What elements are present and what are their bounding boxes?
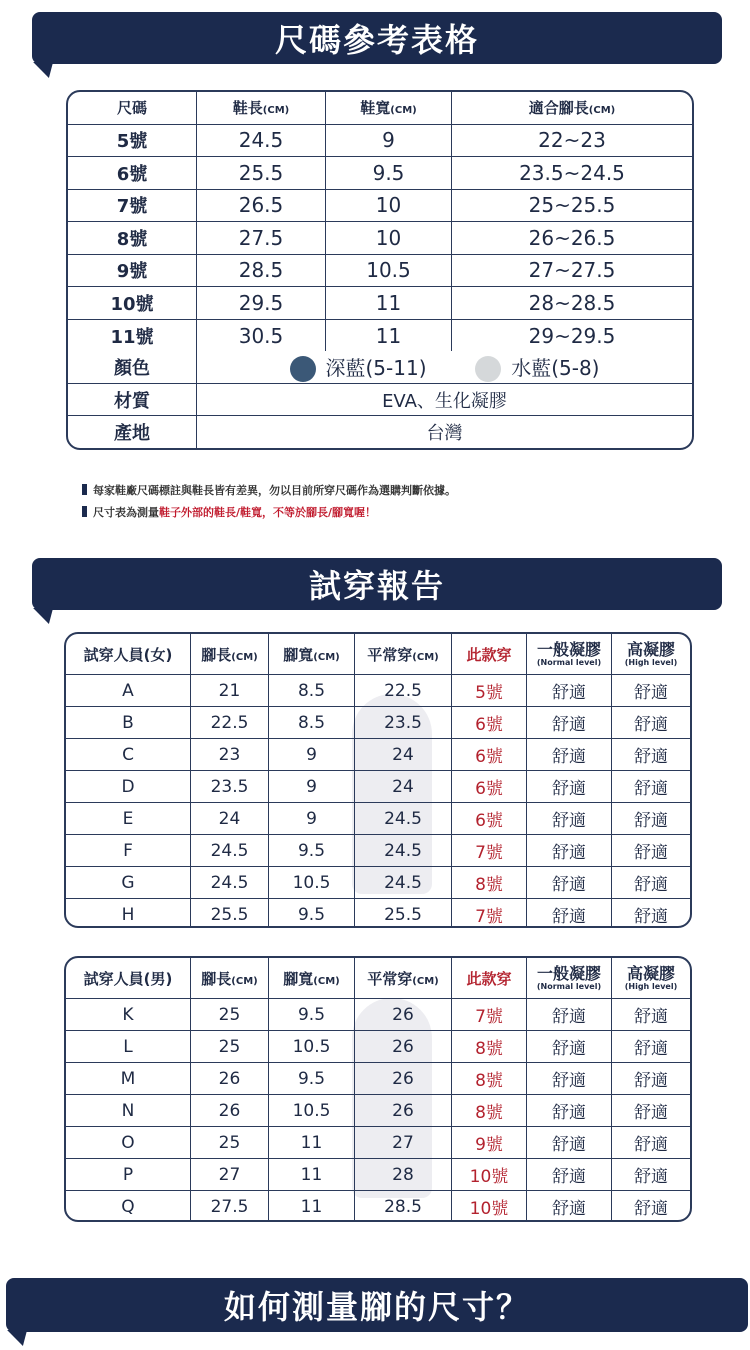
table-cell: 舒適 — [527, 835, 612, 867]
table-cell: 10號 — [452, 1191, 527, 1223]
table-cell: 26~26.5 — [452, 222, 693, 255]
header-female-tester: 試穿人員(女) — [66, 634, 191, 675]
tester-row — [66, 1127, 690, 1159]
tester-row — [66, 803, 690, 835]
header-male-tester: 試穿人員(男) — [66, 958, 191, 999]
table-cell: 24.5 — [197, 124, 326, 157]
table-cell: 舒適 — [612, 1063, 691, 1095]
header-this-style: 此款穿 — [452, 958, 527, 999]
table-cell: 9號 — [68, 254, 197, 287]
size-chart-banner — [32, 12, 722, 64]
table-cell: 舒適 — [612, 835, 691, 867]
header-foot-length: 腳長(CM) — [191, 958, 269, 999]
tester-row — [66, 1063, 690, 1095]
table-cell: 9.5 — [269, 999, 355, 1031]
table-cell: 25 — [191, 1031, 269, 1063]
table-cell: A — [66, 675, 191, 707]
table-cell: 7號 — [452, 835, 527, 867]
table-cell: 舒適 — [612, 867, 691, 899]
table-cell: 舒適 — [612, 739, 691, 771]
table-cell: 23 — [191, 739, 269, 771]
table-cell: 5號 — [452, 675, 527, 707]
table-cell: 舒適 — [527, 999, 612, 1031]
material-label: 材質 — [68, 383, 197, 416]
table-cell: 24.5 — [355, 835, 452, 867]
table-cell: 舒適 — [612, 1127, 691, 1159]
table-cell: 29.5 — [197, 287, 326, 320]
table-cell: 9.5 — [269, 1063, 355, 1095]
table-cell: 25.5 — [197, 157, 326, 190]
header-usual-size: 平常穿(CM) — [355, 634, 452, 675]
size-chart-table — [66, 90, 694, 450]
table-cell: 舒適 — [527, 1191, 612, 1223]
table-cell: 26 — [355, 999, 452, 1031]
tester-row — [66, 1159, 690, 1191]
table-cell: 舒適 — [527, 867, 612, 899]
table-cell: 舒適 — [612, 999, 691, 1031]
table-cell: 舒適 — [527, 1127, 612, 1159]
size-row — [68, 157, 692, 190]
tester-row — [66, 1095, 690, 1127]
table-cell: 8號 — [452, 1063, 527, 1095]
table-cell: 7號 — [68, 189, 197, 222]
trial-title: 試穿報告 — [308, 567, 445, 605]
table-cell: B — [66, 707, 191, 739]
table-cell: 24 — [191, 803, 269, 835]
table-cell: K — [66, 999, 191, 1031]
table-cell: H — [66, 899, 191, 929]
notes — [82, 480, 456, 524]
table-cell: 舒適 — [612, 707, 691, 739]
table-cell: 舒適 — [527, 739, 612, 771]
header-foot-width: 腳寬(CM) — [269, 634, 355, 675]
table-cell: 舒適 — [527, 1063, 612, 1095]
table-cell: P — [66, 1159, 191, 1191]
table-cell: 9.5 — [269, 835, 355, 867]
color-options — [197, 351, 693, 383]
table-cell: 10.5 — [269, 1095, 355, 1127]
table-cell: 24.5 — [355, 803, 452, 835]
table-cell: 10號 — [68, 287, 197, 320]
table-cell: 9.5 — [326, 157, 452, 190]
color-navy: 深藍(5-11) — [325, 355, 427, 380]
table-cell: 8號 — [452, 867, 527, 899]
table-cell: 7號 — [452, 999, 527, 1031]
table-cell: 舒適 — [612, 899, 691, 929]
navy-swatch — [290, 356, 316, 382]
table-cell: 舒適 — [612, 1191, 691, 1223]
table-cell: 25 — [191, 999, 269, 1031]
table-cell: 10 — [326, 189, 452, 222]
trial-table-female — [64, 632, 692, 928]
table-cell: 8.5 — [269, 675, 355, 707]
table-cell: 8號 — [452, 1031, 527, 1063]
tester-row — [66, 899, 690, 929]
table-cell: 30.5 — [197, 319, 326, 351]
trial-banner — [32, 558, 722, 610]
table-cell: 26 — [191, 1095, 269, 1127]
table-cell: 9 — [269, 771, 355, 803]
header-high-gel: 高凝膠 (High level) — [612, 634, 691, 675]
table-cell: 舒適 — [612, 675, 691, 707]
table-cell: 29~29.5 — [452, 319, 693, 351]
table-cell: O — [66, 1127, 191, 1159]
table-cell: F — [66, 835, 191, 867]
size-row — [68, 287, 692, 320]
color-label: 顏色 — [68, 351, 197, 383]
table-cell: D — [66, 771, 191, 803]
table-cell: 舒適 — [527, 803, 612, 835]
table-cell: 舒適 — [527, 1159, 612, 1191]
table-cell: 7號 — [452, 899, 527, 929]
table-cell: 9號 — [452, 1127, 527, 1159]
header-usual-size: 平常穿(CM) — [355, 958, 452, 999]
header-foot-length: 適合腳長(CM) — [452, 92, 693, 124]
table-cell: 27~27.5 — [452, 254, 693, 287]
tester-row — [66, 835, 690, 867]
table-cell: 10.5 — [269, 867, 355, 899]
table-cell: 27 — [191, 1159, 269, 1191]
table-cell: 26 — [355, 1095, 452, 1127]
table-cell: 5號 — [68, 124, 197, 157]
table-cell: 22.5 — [355, 675, 452, 707]
table-cell: 28 — [355, 1159, 452, 1191]
table-cell: 舒適 — [612, 1159, 691, 1191]
size-row — [68, 189, 692, 222]
table-cell: 27.5 — [197, 222, 326, 255]
header-foot-length: 腳長(CM) — [191, 634, 269, 675]
table-cell: 9 — [326, 124, 452, 157]
table-cell: 10號 — [452, 1159, 527, 1191]
header-size: 尺碼 — [68, 92, 197, 124]
table-cell: 舒適 — [527, 675, 612, 707]
table-cell: 25~25.5 — [452, 189, 693, 222]
table-cell: L — [66, 1031, 191, 1063]
header-high-gel: 高凝膠 (High level) — [612, 958, 691, 999]
size-chart-title: 尺碼參考表格 — [274, 21, 479, 59]
table-cell: 8號 — [452, 1095, 527, 1127]
table-cell: E — [66, 803, 191, 835]
table-cell: 11號 — [68, 319, 197, 351]
tester-row — [66, 999, 690, 1031]
tester-row — [66, 1191, 690, 1223]
tester-row — [66, 675, 690, 707]
header-shoe-length: 鞋長(CM) — [197, 92, 326, 124]
table-cell: Q — [66, 1191, 191, 1223]
header-this-style: 此款穿 — [452, 634, 527, 675]
table-cell: 26 — [191, 1063, 269, 1095]
size-row — [68, 124, 692, 157]
table-cell: 25 — [191, 1127, 269, 1159]
trial-table-male — [64, 956, 692, 1222]
table-cell: 28.5 — [355, 1191, 452, 1223]
table-cell: 8.5 — [269, 707, 355, 739]
header-foot-width: 腳寬(CM) — [269, 958, 355, 999]
header-shoe-width: 鞋寬(CM) — [326, 92, 452, 124]
table-cell: 舒適 — [527, 899, 612, 929]
table-cell: 9 — [269, 803, 355, 835]
origin-value: 台灣 — [197, 416, 693, 448]
table-cell: 舒適 — [527, 707, 612, 739]
table-cell: 11 — [326, 319, 452, 351]
table-cell: 25.5 — [191, 899, 269, 929]
table-cell: 25.5 — [355, 899, 452, 929]
table-cell: 28.5 — [197, 254, 326, 287]
size-row — [68, 319, 692, 351]
table-cell: 10.5 — [326, 254, 452, 287]
table-cell: 23.5~24.5 — [452, 157, 693, 190]
tester-row — [66, 739, 690, 771]
tester-row — [66, 1031, 690, 1063]
table-cell: 10 — [326, 222, 452, 255]
tester-row — [66, 771, 690, 803]
table-cell: M — [66, 1063, 191, 1095]
table-cell: G — [66, 867, 191, 899]
size-row — [68, 254, 692, 287]
table-cell: 24.5 — [355, 867, 452, 899]
table-cell: 11 — [269, 1127, 355, 1159]
table-cell: 9.5 — [269, 899, 355, 929]
material-value: EVA、生化凝膠 — [197, 383, 693, 416]
table-cell: 26.5 — [197, 189, 326, 222]
table-cell: 28~28.5 — [452, 287, 693, 320]
table-cell: 11 — [326, 287, 452, 320]
header-normal-gel: 一般凝膠 (Normal level) — [527, 634, 612, 675]
note-line-2: 尺寸表為測量鞋子外部的鞋長/鞋寬，不等於腳長/腳寬喔！ — [82, 502, 456, 524]
origin-label: 產地 — [68, 416, 197, 448]
table-cell: 舒適 — [612, 1095, 691, 1127]
table-cell: 23.5 — [191, 771, 269, 803]
table-cell: 24.5 — [191, 867, 269, 899]
table-cell: C — [66, 739, 191, 771]
size-row — [68, 222, 692, 255]
table-cell: 6號 — [452, 739, 527, 771]
table-cell: 23.5 — [355, 707, 452, 739]
note-line-1: 每家鞋廠尺碼標註與鞋長皆有差異，勿以目前所穿尺碼作為選購判斷依據。 — [82, 480, 456, 502]
table-cell: 6號 — [452, 771, 527, 803]
table-cell: 舒適 — [527, 771, 612, 803]
table-cell: 21 — [191, 675, 269, 707]
table-cell: 26 — [355, 1063, 452, 1095]
table-cell: 6號 — [68, 157, 197, 190]
table-cell: 27.5 — [191, 1191, 269, 1223]
table-cell: 22~23 — [452, 124, 693, 157]
table-cell: 6號 — [452, 707, 527, 739]
table-cell: 9 — [269, 739, 355, 771]
table-cell: 8號 — [68, 222, 197, 255]
table-cell: 6號 — [452, 803, 527, 835]
table-cell: 11 — [269, 1159, 355, 1191]
light-blue-swatch — [475, 356, 501, 382]
table-cell: 27 — [355, 1127, 452, 1159]
header-normal-gel: 一般凝膠 (Normal level) — [527, 958, 612, 999]
table-cell: 26 — [355, 1031, 452, 1063]
table-cell: 24 — [355, 771, 452, 803]
table-cell: 舒適 — [527, 1031, 612, 1063]
table-cell: 舒適 — [612, 803, 691, 835]
table-cell: 10.5 — [269, 1031, 355, 1063]
table-cell: 舒適 — [612, 771, 691, 803]
tester-row — [66, 707, 690, 739]
table-cell: 24 — [355, 739, 452, 771]
table-cell: N — [66, 1095, 191, 1127]
table-cell: 11 — [269, 1191, 355, 1223]
table-cell: 舒適 — [527, 1095, 612, 1127]
measure-banner — [6, 1278, 748, 1332]
table-cell: 24.5 — [191, 835, 269, 867]
color-light-blue: 水藍(5-8) — [511, 355, 600, 380]
measure-title: 如何測量腳的尺寸？ — [223, 1288, 530, 1326]
table-cell: 22.5 — [191, 707, 269, 739]
tester-row — [66, 867, 690, 899]
table-cell: 舒適 — [612, 1031, 691, 1063]
